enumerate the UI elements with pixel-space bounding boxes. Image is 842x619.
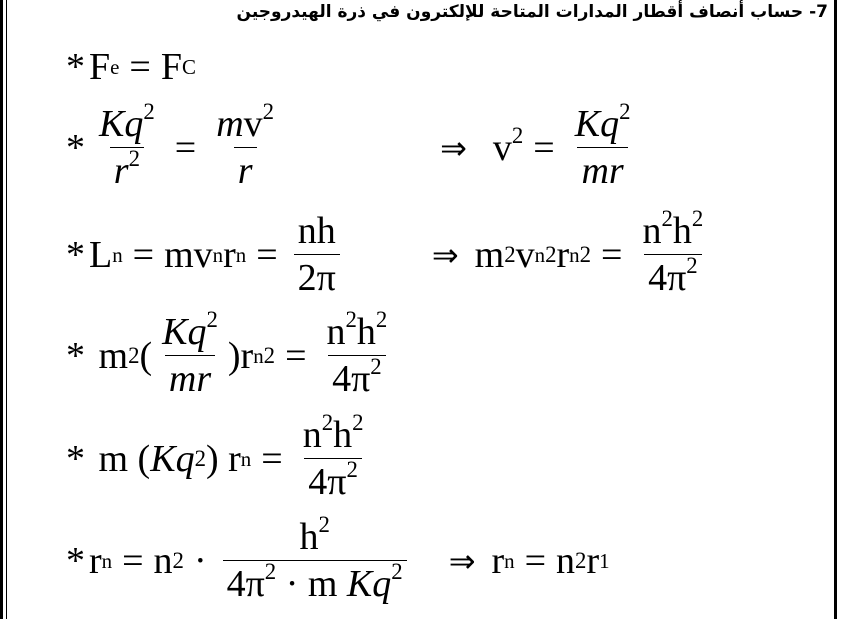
equation-2: * $\frac{Kq^2}{r^2}$ = $\frac{mv^2}{r}$ ⇒ $v^2$ = $\frac{Kq^2}{mr}$ — [66, 98, 631, 192]
section-heading: 7- حساب أنصاف أقطار المدارات المتاحة للإلكترون في ذرة الهيدروجين — [236, 2, 828, 22]
equation-5: * m ( Kq 2 ) r n = $\frac{n^2h^2}{4\pi^2}$ — [66, 409, 364, 503]
equation-3: * L n = mv n r n = $\frac{nh}{2\pi}$ ⇒ m 2 v n 2 r n 2 = $\frac{n^2h^2}{4\pi^2}$ — [66, 205, 704, 299]
equation-1: * F e = F C — [66, 46, 196, 88]
page-border-left-inner — [6, 0, 7, 619]
page-border-right — [834, 0, 837, 619]
page-border-left — [0, 0, 3, 619]
equation-6: * r n = n 2 · $\frac{h^2}{4\pi^2 \cdot m Kq^2}$ ⇒ r n = n 2 r 1 — [66, 511, 610, 605]
equation-4: * m 2 ( $\frac{Kq^2}{mr}$ )r n 2 = $\frac{n^2h^2}{4\pi^2}$ — [66, 306, 388, 400]
